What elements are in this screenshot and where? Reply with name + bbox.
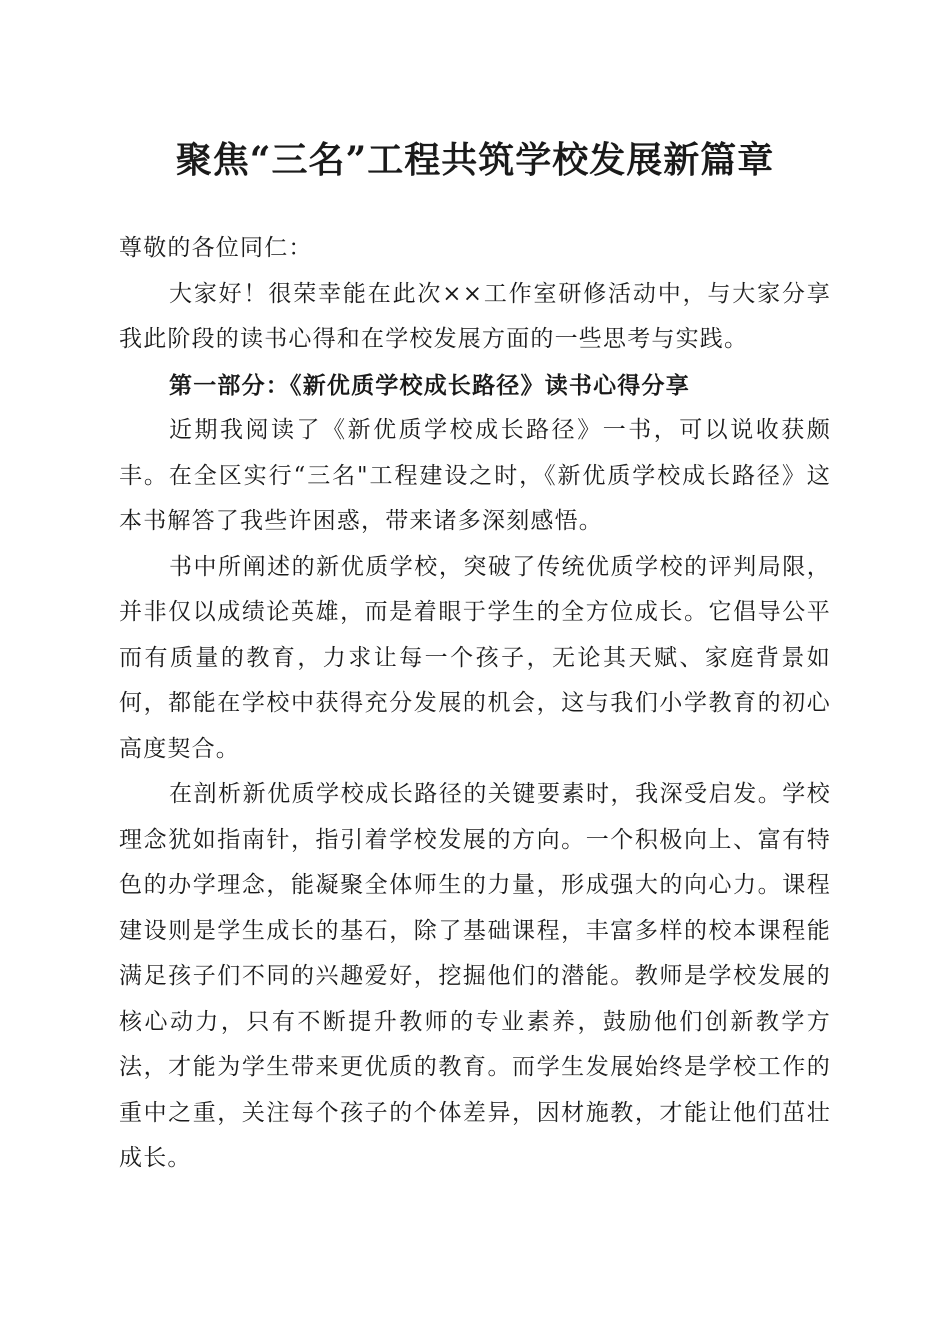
paragraph-key-elements: 在剖析新优质学校成长路径的关键要素时，我深受启发。学校理念犹如指南针，指引着学校发展的方向。一个积极向上、富有特色的办学理念，能凝聚全体师生的力量，形成强大的向心力。课程建设则是学生成长的基石，除了基础课程，丰富多样的校本课程能满足孩子们不同的兴趣爱好，挖掘他们的潜能。教师是学校发展的核心动力，只有不断提升教师的专业素养，鼓励他们创新教学方法，才能为学生带来更优质的教育。而学生发展始终是学校工作的重中之重，关注每个孩子的个体差异，因材施教，才能让他们茁壮成长。	[119, 781, 831, 1171]
paragraph-greeting: 大家好！很荣幸能在此次××工作室研修活动中，与大家分享我此阶段的读书心得和在学校发展方面的一些思考与实践。	[119, 280, 831, 352]
document-body	[119, 226, 831, 1182]
salutation: 尊敬的各位同仁：	[119, 235, 313, 261]
paragraph-reading-intro: 近期我阅读了《新优质学校成长路径》一书，可以说收获颇丰。在全区实行“三名"工程建设之时，《新优质学校成长路径》这本书解答了我些许困惑，带来诸多深刻感悟。	[119, 417, 831, 534]
document-title: 聚焦“三名”工程共筑学校发展新篇章	[175, 139, 775, 181]
section-heading: 第一部分：《新优质学校成长路径》读书心得分享	[169, 371, 690, 399]
paragraph-new-quality-school: 书中所阐述的新优质学校，突破了传统优质学校的评判局限，并非仅以成绩论英雄，而是着眼于学生的全方位成长。它倡导公平而有质量的教育，力求让每一个孩子，无论其天赋、家庭背景如何，都能在学校中获得充分发展的机会，这与我们小学教育的初心高度契合。	[119, 553, 831, 762]
